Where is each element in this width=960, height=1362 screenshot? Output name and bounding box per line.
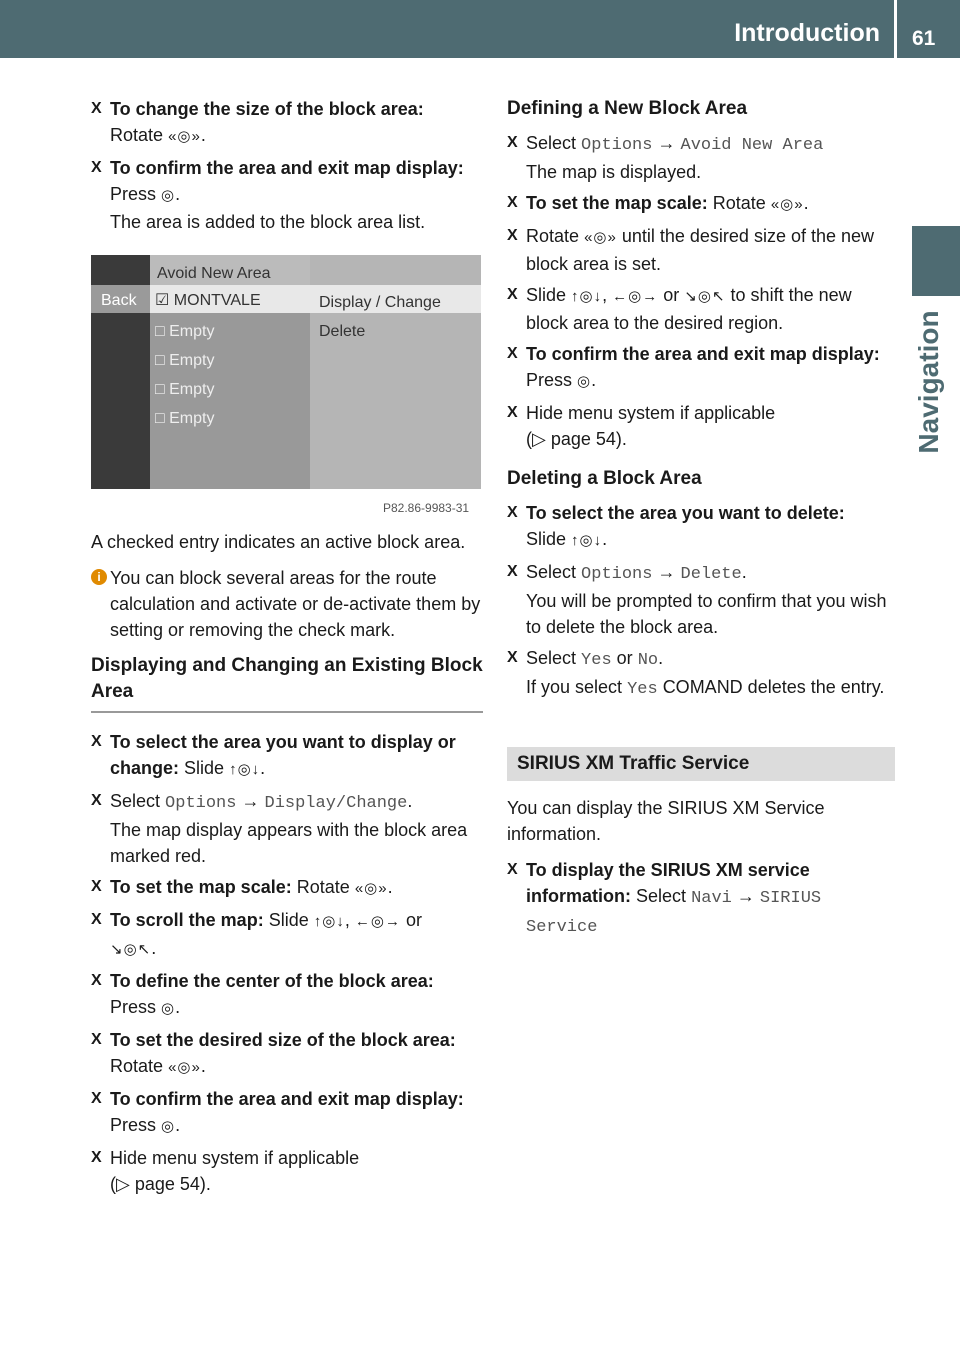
rotate-controller-icon: «◎»: [354, 880, 388, 897]
bullet-icon: X: [91, 100, 102, 117]
side-tab: [912, 226, 960, 296]
step: X To set the map scale: Rotate «◎».: [507, 190, 895, 218]
bullet-icon: X: [91, 1031, 102, 1048]
slide-controller-icon: ↑◎↓: [313, 913, 345, 930]
screen-option-display-change: Display / Change: [319, 294, 441, 311]
slide-controller-icon: ↑◎↓: [571, 532, 603, 549]
bullet-icon: X: [91, 1090, 102, 1107]
step: X To confirm the area and exit map display: Press ◎.: [91, 1086, 483, 1140]
bullet-icon: X: [507, 227, 518, 244]
section-heading: SIRIUS XM Traffic Service: [507, 747, 895, 781]
paragraph: A checked entry indicates an active block area.: [91, 532, 466, 552]
step: X To change the size of the block area: Rotate «◎».: [91, 96, 483, 150]
bullet-icon: X: [507, 194, 518, 211]
step: X Select Options → Display/Change. The map display appears with the block area marked red.: [91, 788, 483, 869]
step: X Select Options → Delete. You will be prompted to confirm that you wish to delete the block area.: [507, 559, 895, 640]
rotate-controller-icon: «◎»: [770, 196, 804, 213]
bullet-icon: X: [91, 733, 102, 750]
slide-diagonal-controller-icon: ↘◎↖: [684, 288, 726, 305]
rotate-controller-icon: «◎»: [584, 229, 617, 246]
step: X Slide ↑◎↓, ←◎→ or ↘◎↖ to shift the new block area to the desired region.: [507, 282, 895, 336]
bullet-icon: X: [507, 649, 518, 666]
slide-lr-controller-icon: ←◎→: [354, 913, 401, 930]
bullet-icon: X: [507, 504, 518, 521]
screen-entry: ☑ MONTVALE: [155, 292, 261, 309]
slide-lr-controller-icon: ←◎→: [612, 288, 659, 305]
bullet-icon: X: [507, 134, 518, 151]
screen-option-delete: Delete: [319, 323, 366, 340]
step: X To select the area you want to delete: Slide ↑◎↓.: [507, 500, 895, 554]
step: X Hide menu system if applicable (▷ page 54).: [91, 1145, 483, 1197]
press-controller-icon: ◎: [161, 1000, 176, 1017]
screenshot-figure: [91, 255, 483, 515]
step: X To scroll the map: Slide ↑◎↓, ←◎→ or ↘◎↖.: [91, 907, 483, 963]
step: X Select Yes or No. If you select Yes COMAND deletes the entry.: [507, 645, 895, 703]
step: X To define the center of the block area: Press ◎.: [91, 968, 483, 1022]
press-controller-icon: ◎: [161, 187, 176, 204]
bullet-icon: X: [91, 1149, 102, 1166]
bullet-icon: X: [91, 792, 102, 809]
press-controller-icon: ◎: [577, 373, 592, 390]
subheading: Deleting a Block Area: [507, 468, 702, 489]
header-divider: [894, 0, 897, 66]
step: X To set the desired size of the block area: Rotate «◎».: [91, 1027, 483, 1081]
info-icon: i: [91, 569, 107, 585]
step: X Rotate «◎» until the desired size of the new block area is set.: [507, 223, 895, 277]
paragraph: You can display the SIRIUS XM Service information.: [507, 798, 825, 844]
bullet-icon: X: [507, 345, 518, 362]
press-controller-icon: ◎: [161, 1118, 176, 1135]
page-number: 61: [912, 27, 936, 50]
slide-controller-icon: ↑◎↓: [571, 288, 603, 305]
right-column: [507, 96, 895, 946]
screen-back: Back: [101, 292, 137, 309]
screen-empty: □ Empty: [155, 410, 215, 427]
page-reference: (▷ page 54).: [110, 1174, 211, 1194]
bullet-icon: X: [507, 286, 518, 303]
rotate-controller-icon: «◎»: [168, 128, 201, 145]
header-title: Introduction: [734, 19, 880, 47]
bullet-icon: X: [91, 159, 102, 176]
side-label-text: Navigation: [913, 310, 944, 454]
bullet-icon: X: [91, 911, 102, 928]
step: X To display the SIRIUS XM service information: Select Navi → SIRIUS Service: [507, 857, 895, 941]
bullet-icon: X: [507, 563, 518, 580]
side-label: [905, 312, 953, 452]
step: X To confirm the area and exit map display: Press ◎. The area is added to the block area list.: [91, 155, 483, 235]
screen-empty: □ Empty: [155, 381, 215, 398]
bullet-icon: X: [507, 861, 518, 878]
slide-controller-icon: ↑◎↓: [229, 761, 261, 778]
slide-diagonal-controller-icon: ↘◎↖: [110, 941, 152, 958]
screen-empty: □ Empty: [155, 352, 215, 369]
menu-screenshot: [91, 255, 481, 489]
rotate-controller-icon: «◎»: [168, 1059, 201, 1076]
subheading: Displaying and Changing an Existing Block Area: [91, 653, 483, 713]
screen-title: Avoid New Area: [157, 265, 271, 282]
step: X To confirm the area and exit map display: Press ◎.: [507, 341, 895, 395]
info-note: i You can block several areas for the route calculation and activate or de-activate them by setting or removing the check mark.: [91, 565, 483, 643]
subheading: Defining a New Block Area: [507, 98, 748, 119]
step: X Select Options → Avoid New Area The map is displayed.: [507, 130, 895, 185]
step: X To set the map scale: Rotate «◎».: [91, 874, 483, 902]
step: X Hide menu system if applicable (▷ page 54).: [507, 400, 895, 452]
bullet-icon: X: [91, 878, 102, 895]
figure-caption: P82.86-9983-31: [383, 501, 470, 515]
screen-empty: □ Empty: [155, 323, 215, 340]
left-column: [91, 96, 483, 1202]
bullet-icon: X: [91, 972, 102, 989]
step: X To select the area you want to display or change: Slide ↑◎↓.: [91, 729, 483, 783]
page-reference: (▷ page 54).: [526, 429, 627, 449]
bullet-icon: X: [507, 404, 518, 421]
